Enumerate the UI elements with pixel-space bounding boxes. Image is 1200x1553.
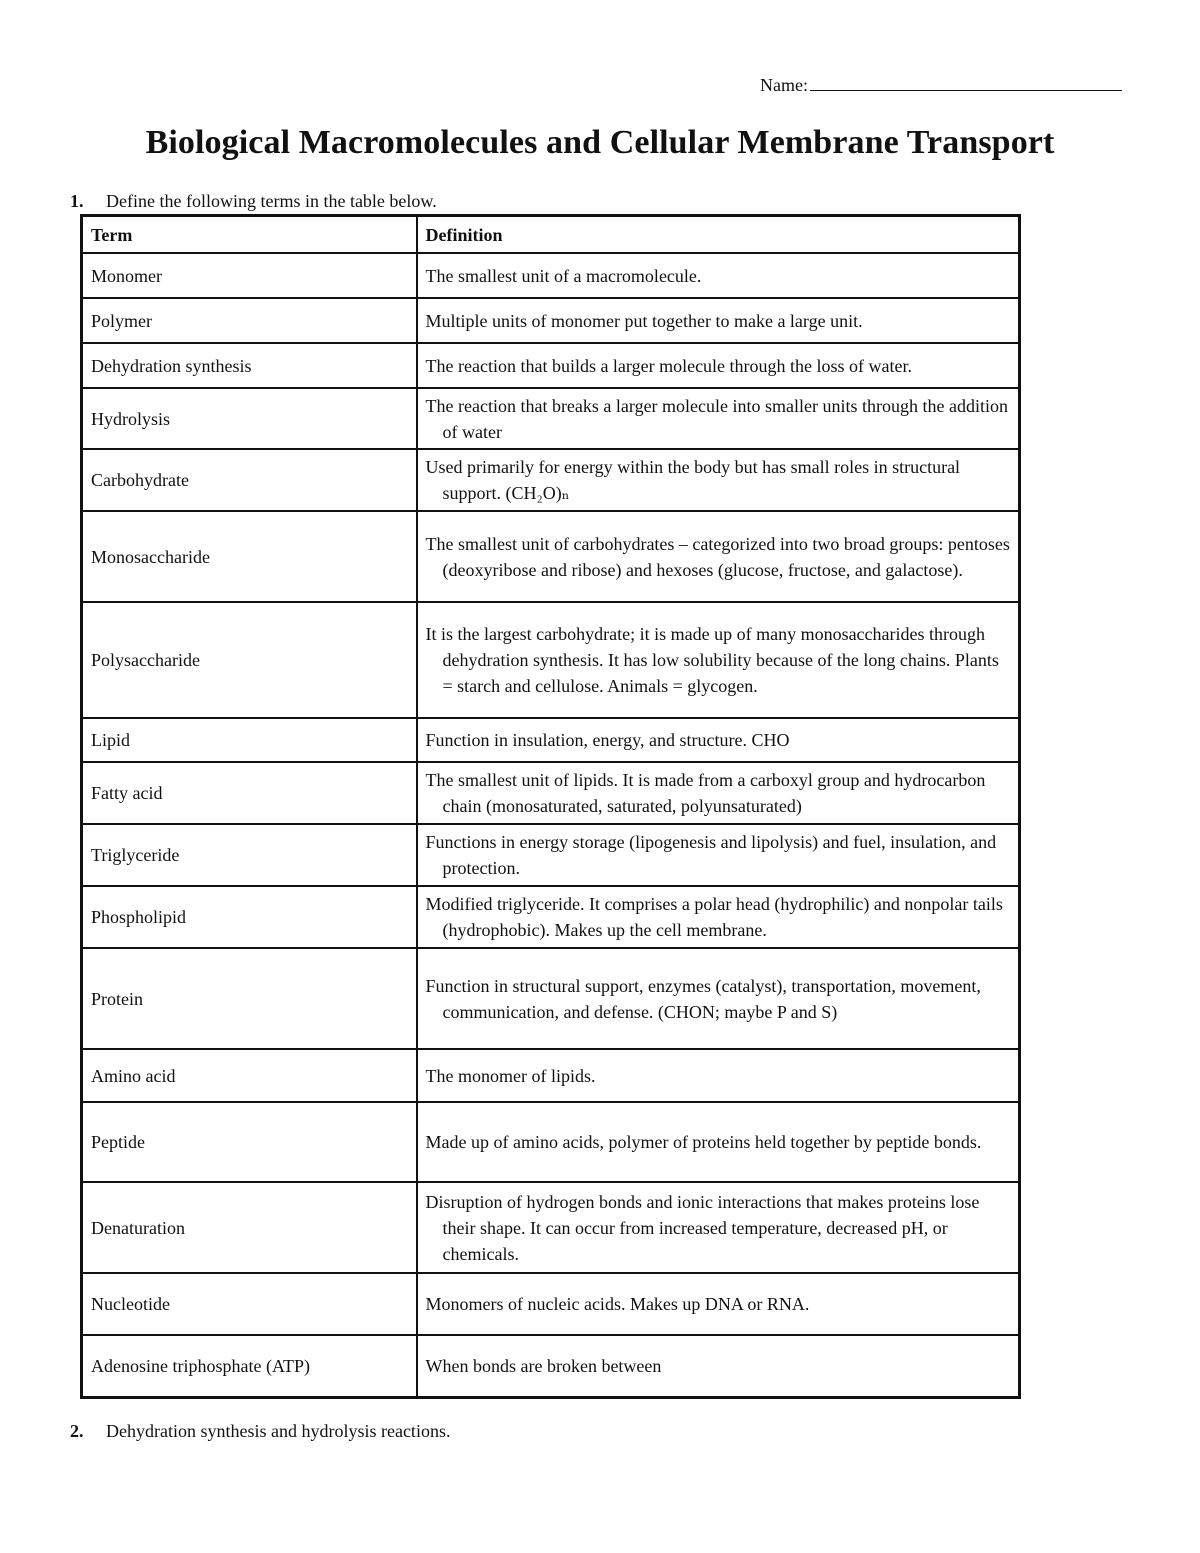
term-cell: Monomer [82,253,417,298]
table-row [82,298,1020,343]
term-cell: Triglyceride [82,824,417,886]
definition-cell: The reaction that breaks a larger molecule into smaller units through the addition of water [417,388,1020,449]
definition-cell: Used primarily for energy within the body but has small roles in structural support. (CH₂O)ₙ [417,449,1020,511]
question-2-number: 2. [70,1421,84,1441]
definition-cell: Function in insulation, energy, and structure. CHO [417,718,1020,762]
table-row [82,1102,1020,1182]
name-field [760,72,1122,96]
definition-cell: The smallest unit of carbohydrates – categorized into two broad groups: pentoses (deoxyribose and ribose) and hexoses (glucose, fructose, and galactose). [417,511,1020,602]
name-blank-line[interactable] [810,72,1122,91]
header-term: Term [82,216,417,254]
table-row [82,886,1020,948]
term-cell: Nucleotide [82,1273,417,1335]
term-cell: Protein [82,948,417,1049]
table-row [82,1049,1020,1102]
term-cell: Monosaccharide [82,511,417,602]
term-cell: Adenosine triphosphate (ATP) [82,1335,417,1397]
question-1 [70,191,437,212]
definition-cell: Made up of amino acids, polymer of proteins held together by peptide bonds. [417,1102,1020,1182]
table-row [82,762,1020,824]
definition-cell: It is the largest carbohydrate; it is made up of many monosaccharides through dehydration synthesis. It has low solubility because of the long chains. Plants = starch and cellulose. Animals = glycogen. [417,602,1020,718]
definition-cell: Monomers of nucleic acids. Makes up DNA or RNA. [417,1273,1020,1335]
definition-cell: Functions in energy storage (lipogenesis and lipolysis) and fuel, insulation, and protection. [417,824,1020,886]
definition-cell: Modified triglyceride. It comprises a polar head (hydrophilic) and nonpolar tails (hydrophobic). Makes up the cell membrane. [417,886,1020,948]
table-row [82,343,1020,388]
question-1-text: Define the following terms in the table below. [106,191,437,211]
definition-cell: Multiple units of monomer put together to make a large unit. [417,298,1020,343]
term-cell: Peptide [82,1102,417,1182]
table-row [82,602,1020,718]
definition-cell: Function in structural support, enzymes (catalyst), transportation, movement, communication, and defense. (CHON; maybe P and S) [417,948,1020,1049]
definition-cell: Disruption of hydrogen bonds and ionic interactions that makes proteins lose their shape. It can occur from increased temperature, decreased pH, or chemicals. [417,1182,1020,1273]
term-cell: Dehydration synthesis [82,343,417,388]
term-cell: Hydrolysis [82,388,417,449]
table-header-row [82,216,1020,254]
definition-cell: The reaction that builds a larger molecule through the loss of water. [417,343,1020,388]
definition-cell: The smallest unit of lipids. It is made from a carboxyl group and hydrocarbon chain (monosaturated, saturated, polyunsaturated) [417,762,1020,824]
term-cell: Carbohydrate [82,449,417,511]
term-cell: Denaturation [82,1182,417,1273]
table-row [82,1182,1020,1273]
term-cell: Amino acid [82,1049,417,1102]
definition-cell: When bonds are broken between [417,1335,1020,1397]
term-cell: Phospholipid [82,886,417,948]
table-row [82,948,1020,1049]
definition-cell: The monomer of lipids. [417,1049,1020,1102]
question-2-text: Dehydration synthesis and hydrolysis reactions. [106,1421,451,1441]
term-cell: Polymer [82,298,417,343]
term-cell: Polysaccharide [82,602,417,718]
question-2 [70,1421,450,1442]
terms-table [80,214,1021,1399]
table-row [82,824,1020,886]
term-cell: Fatty acid [82,762,417,824]
table-row [82,1273,1020,1335]
term-cell: Lipid [82,718,417,762]
table-row [82,718,1020,762]
table-row [82,388,1020,449]
table-row [82,449,1020,511]
table-row [82,1335,1020,1397]
header-definition: Definition [417,216,1020,254]
definition-cell: The smallest unit of a macromolecule. [417,253,1020,298]
table-row [82,511,1020,602]
question-1-number: 1. [70,191,84,211]
page-title: Biological Macromolecules and Cellular Membrane Transport [145,124,1055,161]
name-label: Name: [760,75,808,95]
table-row [82,253,1020,298]
